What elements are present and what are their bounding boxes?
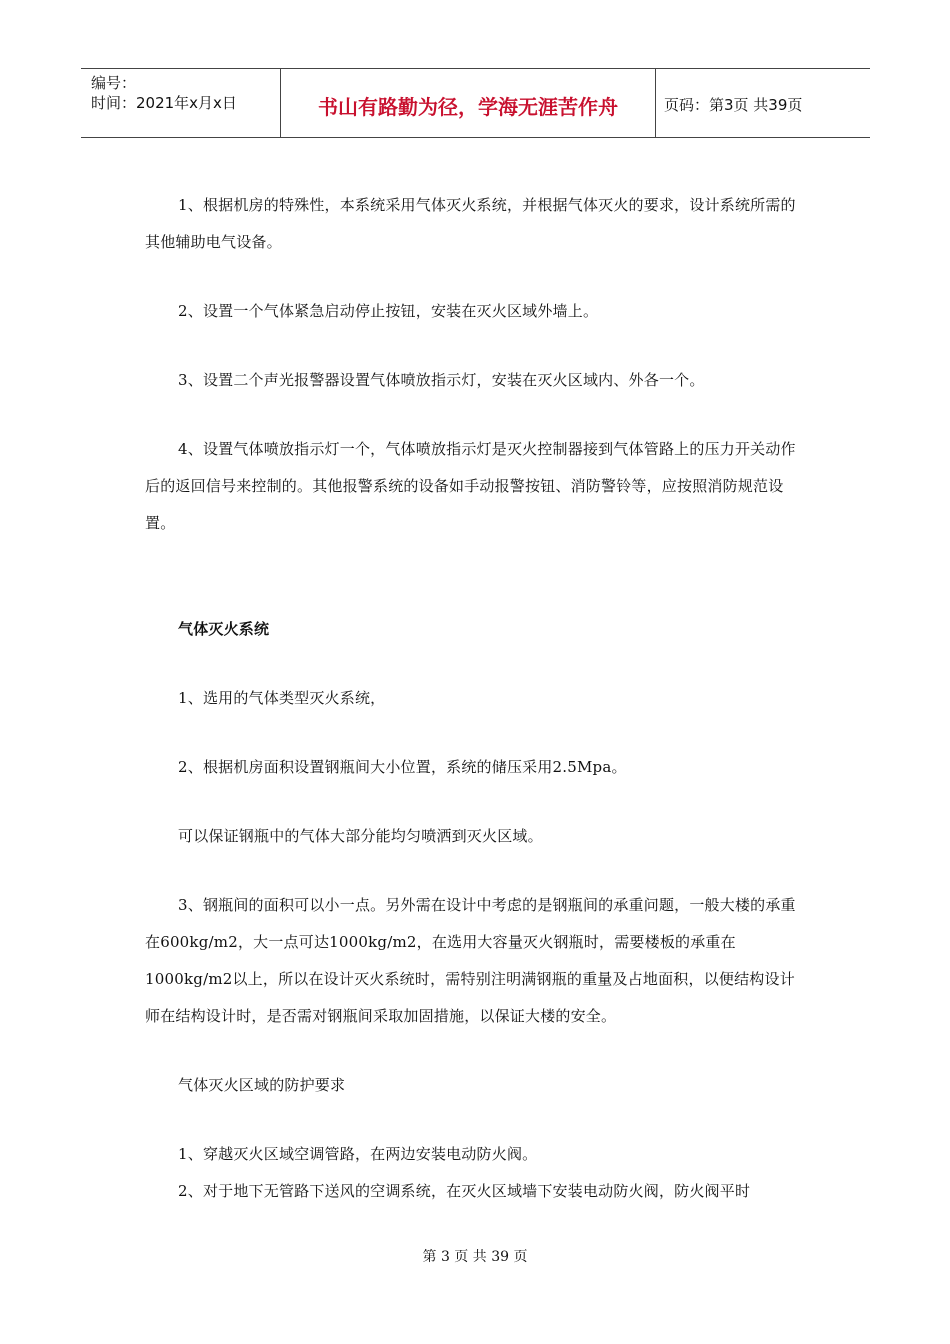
header-page-label: 页码：第3页 共39页: [664, 96, 803, 114]
paragraph-10: 2、对于地下无管路下送风的空调系统，在灭火区域墙下安装电动防火阀，防火阀平时: [178, 1182, 751, 1200]
paragraph-1: 1、根据机房的特殊性，本系统采用气体灭火系统，并根据气体灭火的要求，设计系统所需的其他辅助电气设备。: [145, 196, 796, 251]
paragraph-7: 可以保证钢瓶中的气体大部分能均匀喷洒到灭火区域。: [178, 827, 543, 845]
paragraph-2: 2、设置一个气体紧急启动停止按钮，安装在灭火区域外墙上。: [178, 302, 599, 320]
document-time-label: 时间：2021年x月x日: [91, 94, 237, 112]
header-motto-cell: [281, 69, 656, 137]
paragraph-4: 4、设置气体喷放指示灯一个，气体喷放指示灯是灭火控制器接到气体管路上的压力开关动作后的返回信号来控制的。其他报警系统的设备如手动报警按钮、消防警铃等，应按照消防规范设置。: [145, 440, 796, 532]
document-number-label: 编号：: [91, 74, 137, 92]
header-page-cell: [656, 69, 870, 137]
header-motto: 书山有路勤为径，学海无涯苦作舟: [318, 95, 618, 119]
page-footer: 第 3 页 共 39 页: [422, 1249, 528, 1265]
paragraph-9: 1、穿越灭火区域空调管路，在两边安装电动防火阀。: [178, 1145, 538, 1163]
page-header: [81, 68, 870, 138]
section-heading-protection: 气体灭火区域的防护要求: [178, 1076, 346, 1094]
paragraph-8: 3、钢瓶间的面积可以小一点。另外需在设计中考虑的是钢瓶间的承重问题，一般大楼的承重在600kg/m2，大一点可达1000kg/m2，在选用大容量灭火钢瓶时，需要楼板的承重在1000kg/m2以上，所以在设计灭火系统时，需特别注明满钢瓶的重量及占地面积，以便结构设计师在结构设计时，是否需对钢瓶间采取加固措施，以保证大楼的安全。: [145, 896, 796, 1025]
paragraph-5: 1、选用的气体类型灭火系统，: [178, 689, 386, 707]
section-heading-gas-system: 气体灭火系统: [178, 620, 270, 638]
paragraph-3: 3、设置二个声光报警器设置气体喷放指示灯，安装在灭火区域内、外各一个。: [178, 371, 705, 389]
header-meta-cell: [81, 69, 281, 137]
paragraph-6: 2、根据机房面积设置钢瓶间大小位置，系统的储压采用2.5Mpa。: [178, 758, 627, 776]
